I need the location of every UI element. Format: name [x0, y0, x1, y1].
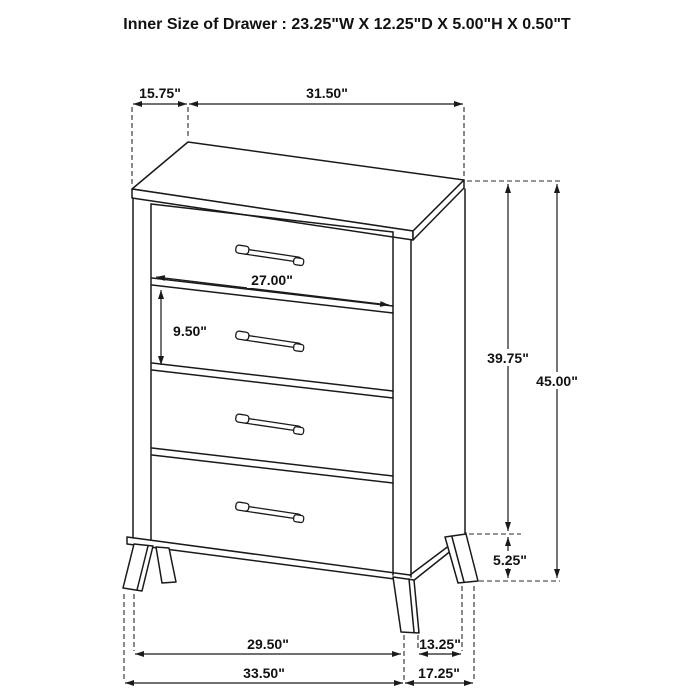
- dim-label-side-feet-span: 13.25": [419, 636, 461, 652]
- dim-label-front-feet-span: 29.50": [247, 636, 289, 652]
- diagram-title: Inner Size of Drawer : 23.25"W X 12.25"D X 5.00"H X 0.50"T: [123, 16, 571, 33]
- dim-label-top-width: 31.50": [306, 85, 348, 101]
- drawer-gap-2: [152, 363, 393, 398]
- drawer-handle-4: [235, 502, 305, 523]
- dim-label-floor-width: 33.50": [243, 665, 285, 681]
- drawer-gap-3: [152, 448, 393, 483]
- dim-label-overall-height: 45.00": [536, 373, 578, 389]
- dim-label-drawer-height: 9.50": [173, 323, 207, 339]
- drawer-handle-1: [235, 245, 305, 266]
- legs: [123, 534, 478, 633]
- dim-label-leg-height: 5.25": [493, 552, 527, 568]
- dim-label-body-height: 39.75": [487, 350, 529, 366]
- drawer-handle-3: [235, 414, 305, 435]
- dresser-drawing: [123, 142, 478, 633]
- dim-label-floor-depth: 17.25": [418, 665, 460, 681]
- drawer-handle-2: [235, 331, 305, 352]
- dim-label-top-depth: 15.75": [139, 85, 181, 101]
- dim-label-drawer-width: 27.00": [251, 272, 293, 288]
